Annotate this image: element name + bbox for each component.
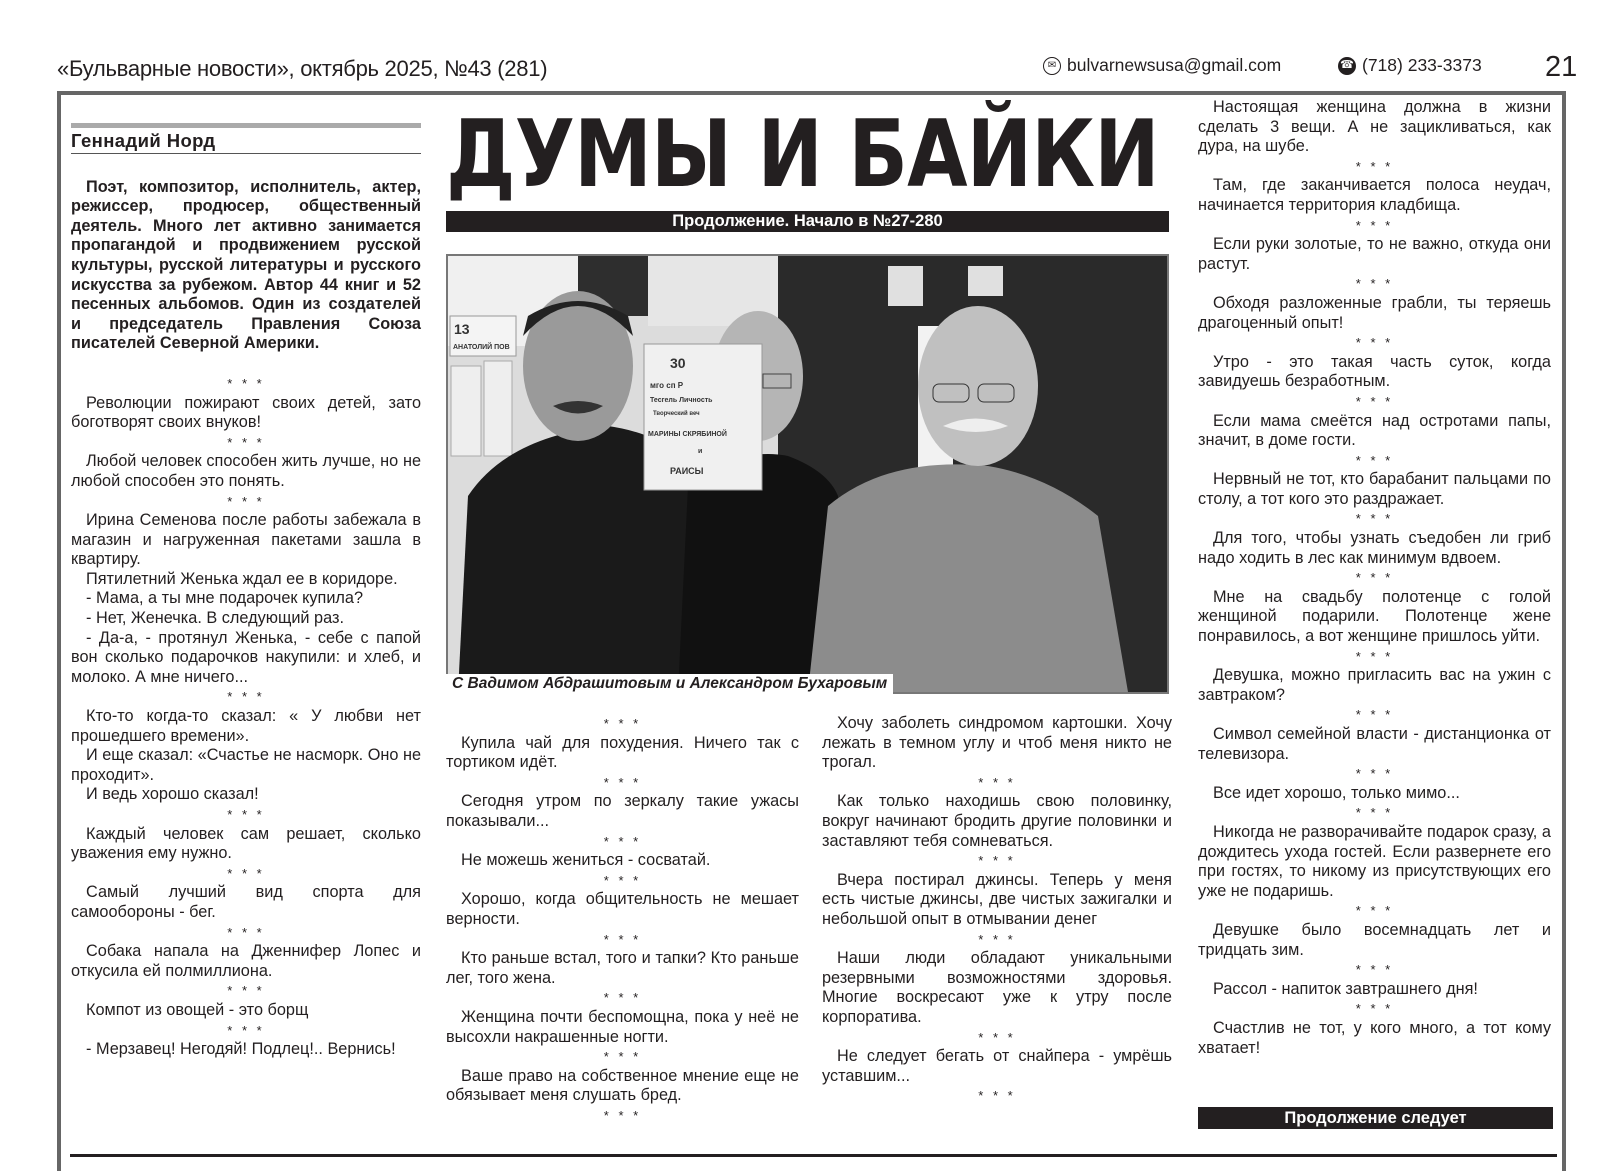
joke-paragraph: Там, где заканчивается полоса неудач, начинается территория кладбища. bbox=[1198, 176, 1551, 214]
joke-paragraph: Настоящая женщина должна в жизни сделать 3 вещи. А не зацикливаться, как дура, на шубе. bbox=[1198, 98, 1551, 156]
author-bio: Поэт, композитор, исполнитель, актер, режиссер, продюсер, общественный деятель. Много лет активно занимается пропагандой и продвижением русской культуры, русской литературы и русского искусства за рубежом. Автор 44 книг и 52 песенных альбомов. Один из создателей и председатель Правления Союза писателей Северной Америки. bbox=[71, 177, 421, 353]
bottom-rule bbox=[70, 1154, 1557, 1157]
separator-stars: * * * bbox=[603, 1049, 642, 1065]
column-3 bbox=[822, 714, 1172, 1106]
column-4 bbox=[1198, 98, 1551, 1058]
separator-stars: * * * bbox=[227, 924, 265, 940]
separator-stars: * * * bbox=[227, 983, 265, 999]
separator-stars: * * * bbox=[227, 689, 265, 705]
joke-paragraph: Хорошо, когда общительность не мешает верности. bbox=[446, 890, 799, 928]
separator-stars: * * * bbox=[978, 1029, 1016, 1045]
photo-illustration bbox=[448, 256, 1167, 692]
joke-paragraph: Никогда не разворачивайте подарок сразу, а дождитесь ухода гостей. Если развернете его при гостях, то никому из присутствующих его уже не подаришь. bbox=[1198, 822, 1551, 900]
page-header bbox=[0, 0, 1613, 90]
joke-paragraph: - Мерзавец! Негодяй! Подлец!.. Вернись! bbox=[86, 1040, 396, 1059]
column-2-body bbox=[446, 714, 799, 1125]
poster-text: Тесгель Личность bbox=[650, 397, 713, 404]
poster-text: 13 bbox=[454, 321, 470, 337]
separator-stars: * * * bbox=[1355, 903, 1394, 919]
joke-paragraph: И ведь хорошо сказал! bbox=[86, 785, 259, 804]
separator-stars: * * * bbox=[227, 807, 265, 822]
joke-paragraph: - Да-а, - протянул Женька, - себе с папой вон сколько подарочков накупили: и хлеб, и молоко. А мне ничего... bbox=[71, 628, 421, 686]
joke-paragraph: Кто раньше встал, того и тапки? Кто раньше лег, того жена. bbox=[446, 949, 799, 987]
joke-paragraph: Самый лучший вид спорта для самообороны - бег. bbox=[71, 883, 421, 921]
phone-icon: ☎ bbox=[1338, 57, 1356, 75]
joke-paragraph: Все идет хорошо, только мимо... bbox=[1213, 783, 1460, 802]
joke-paragraph: - Нет, Женечка. В следующий раз. bbox=[86, 609, 344, 628]
separator-stars: * * * bbox=[1355, 158, 1394, 174]
joke-paragraph: Мне на свадьбу полотенце с голой женщиной подарили. Полотенце жене понравилось, а вот женщине пришлось уйти. bbox=[1198, 587, 1551, 646]
separator-stars: * * * bbox=[227, 434, 265, 450]
page-number: 21 bbox=[1545, 51, 1578, 83]
article-photo bbox=[446, 254, 1169, 694]
separator-stars: * * * bbox=[978, 1088, 1016, 1104]
joke-paragraph: Если мама смеётся над остротами папы, значит, в доме гости. bbox=[1198, 411, 1551, 450]
joke-paragraph: Как только находишь свою половинку, вокруг начинают бродить другие половинки и заставляют тебя сомневаться. bbox=[822, 792, 1172, 850]
separator-stars: * * * bbox=[603, 833, 642, 849]
email-address[interactable]: bulvarnewsusa@gmail.com bbox=[1067, 55, 1282, 75]
separator-stars: * * * bbox=[603, 872, 642, 888]
joke-paragraph: Сегодня утром по зеркалу такие ужасы показывали... bbox=[446, 792, 799, 830]
joke-paragraph: Если руки золотые, то не важно, откуда они растут. bbox=[1198, 235, 1551, 273]
separator-stars: * * * bbox=[1355, 766, 1394, 782]
joke-paragraph: Ваше право на собственное мнение еще не обязывает меня слушать бред. bbox=[446, 1066, 799, 1105]
joke-paragraph: Для того, чтобы узнать съедобен ли гриб надо ходить в лес как минимум вдвоем. bbox=[1198, 529, 1551, 567]
joke-paragraph: Купила чай для похудения. Ничего так с тортиком идёт. bbox=[446, 733, 799, 772]
separator-stars: * * * bbox=[1355, 570, 1394, 586]
continued-banner: Продолжение следует bbox=[1198, 1107, 1553, 1129]
separator-stars: * * * bbox=[1355, 452, 1394, 468]
separator-stars: * * * bbox=[227, 865, 265, 881]
separator-stars: * * * bbox=[603, 716, 642, 731]
joke-paragraph: Кто-то когда-то сказал: « У любви нет прошедшего времени». bbox=[71, 707, 421, 745]
separator-stars: * * * bbox=[1355, 276, 1394, 292]
separator-stars: * * * bbox=[1355, 511, 1394, 527]
joke-paragraph: Вчера постирал джинсы. Теперь у меня есть чистые джинсы, две чистых зажигалки и небольшой опыт в отмывании денег bbox=[822, 870, 1172, 928]
separator-stars: * * * bbox=[1355, 217, 1394, 233]
author-divider bbox=[71, 153, 421, 154]
joke-paragraph: И еще сказал: «Счастье не насморк. Оно не проходит». bbox=[71, 746, 421, 784]
masthead: «Бульварные новости», октябрь 2025, №43 (281) bbox=[57, 56, 548, 81]
separator-stars: * * * bbox=[1355, 962, 1394, 978]
joke-paragraph: Не следует бегать от снайпера - умрёшь уставшим... bbox=[822, 1047, 1172, 1085]
separator-stars: * * * bbox=[603, 931, 642, 947]
joke-paragraph: Компот из овощей - это борщ bbox=[86, 1000, 309, 1019]
joke-paragraph: Хочу заболеть синдромом картошки. Хочу лежать в темном углу и чтоб меня никто не трогал. bbox=[822, 714, 1172, 772]
separator-stars: * * * bbox=[1355, 648, 1394, 664]
separator-stars: * * * bbox=[227, 1022, 265, 1038]
email-contact[interactable] bbox=[1043, 55, 1281, 76]
joke-paragraph: Любой человек способен жить лучше, но не любой способен это понять. bbox=[71, 452, 421, 490]
email-icon: ✉ bbox=[1043, 57, 1061, 75]
separator-stars: * * * bbox=[1355, 1001, 1394, 1017]
separator-stars: * * * bbox=[227, 493, 265, 509]
poster-text: МАРИНЫ СКРЯБИНОЙ bbox=[648, 431, 727, 438]
joke-paragraph: Пятилетний Женька ждал ее в коридоре. bbox=[86, 569, 398, 588]
phone-contact[interactable] bbox=[1338, 55, 1482, 76]
column-2 bbox=[446, 714, 799, 1125]
joke-paragraph: Нервный не тот, кто барабанит пальцами по столу, а тот кого это раздражает. bbox=[1198, 470, 1551, 508]
joke-paragraph: Девушка, можно пригласить вас на ужин с завтраком? bbox=[1198, 666, 1551, 704]
separator-stars: * * * bbox=[978, 853, 1016, 869]
column-1-body bbox=[71, 374, 421, 1060]
joke-paragraph: Обходя разложенные грабли, ты теряешь драгоценный опыт! bbox=[1198, 293, 1551, 332]
poster-text: РАИСЫ bbox=[670, 466, 704, 476]
separator-stars: * * * bbox=[978, 931, 1016, 947]
separator-stars: * * * bbox=[978, 774, 1016, 790]
photo-caption: С Вадимом Абдрашитовым и Александром Бухаровым bbox=[446, 674, 893, 694]
poster-text: АНАТОЛИЙ ПОВ bbox=[453, 344, 510, 351]
joke-paragraph: Женщина почти беспомощна, пока у неё не высохли накрашенные ногти. bbox=[446, 1007, 799, 1046]
joke-paragraph: Рассол - напиток завтрашнего дня! bbox=[1213, 979, 1478, 998]
separator-stars: * * * bbox=[227, 375, 265, 391]
poster-text: мго сп Р bbox=[650, 381, 684, 390]
separator-stars: * * * bbox=[1355, 335, 1394, 351]
phone-number[interactable]: (718) 233-3373 bbox=[1362, 55, 1482, 75]
joke-paragraph: Не можешь жениться - сосватай. bbox=[461, 851, 711, 870]
separator-stars: * * * bbox=[603, 1107, 642, 1123]
column-4-body bbox=[1198, 98, 1551, 1058]
article-title: ДУМЫ И БАЙКИ bbox=[446, 100, 1159, 208]
joke-paragraph: Собака напала на Дженнифер Лопес и откусила ей полмиллиона. bbox=[71, 942, 421, 980]
separator-stars: * * * bbox=[1355, 805, 1394, 821]
joke-paragraph: Ирина Семенова после работы забежала в магазин и нагруженная пакетами зашла в квартиру. bbox=[71, 511, 421, 569]
column-1 bbox=[71, 123, 421, 1060]
column-3-body bbox=[822, 714, 1172, 1106]
continuation-banner: Продолжение. Начало в №27-280 bbox=[446, 211, 1169, 232]
poster-text: 30 bbox=[670, 355, 686, 371]
joke-paragraph: Революции пожирают своих детей, зато боготворят своих внуков! bbox=[71, 393, 421, 432]
author-name: Геннадий Норд bbox=[71, 130, 216, 151]
joke-paragraph: Наши люди обладают уникальными резервными возможностями здоровья. Многие воскресают уже к утру после корпоратива. bbox=[822, 949, 1172, 1026]
joke-paragraph: - Мама, а ты мне подарочек купила? bbox=[86, 589, 364, 608]
poster-text: и bbox=[698, 448, 703, 455]
joke-paragraph: Каждый человек сам решает, сколько уважения ему нужно. bbox=[71, 824, 421, 863]
separator-stars: * * * bbox=[1355, 707, 1394, 723]
joke-paragraph: Символ семейной власти - дистанционка от телевизора. bbox=[1198, 725, 1551, 763]
joke-paragraph: Счастлив не тот, у кого много, а тот кому хватает! bbox=[1198, 1018, 1551, 1057]
joke-paragraph: Девушке было восемнадцать лет и тридцать зим. bbox=[1198, 920, 1551, 959]
poster-text: Творческий веч bbox=[653, 411, 700, 417]
separator-stars: * * * bbox=[603, 990, 642, 1006]
separator-stars: * * * bbox=[603, 774, 642, 790]
separator-stars: * * * bbox=[1355, 393, 1394, 409]
joke-paragraph: Утро - это такая часть суток, когда завидуешь безработным. bbox=[1198, 352, 1551, 391]
